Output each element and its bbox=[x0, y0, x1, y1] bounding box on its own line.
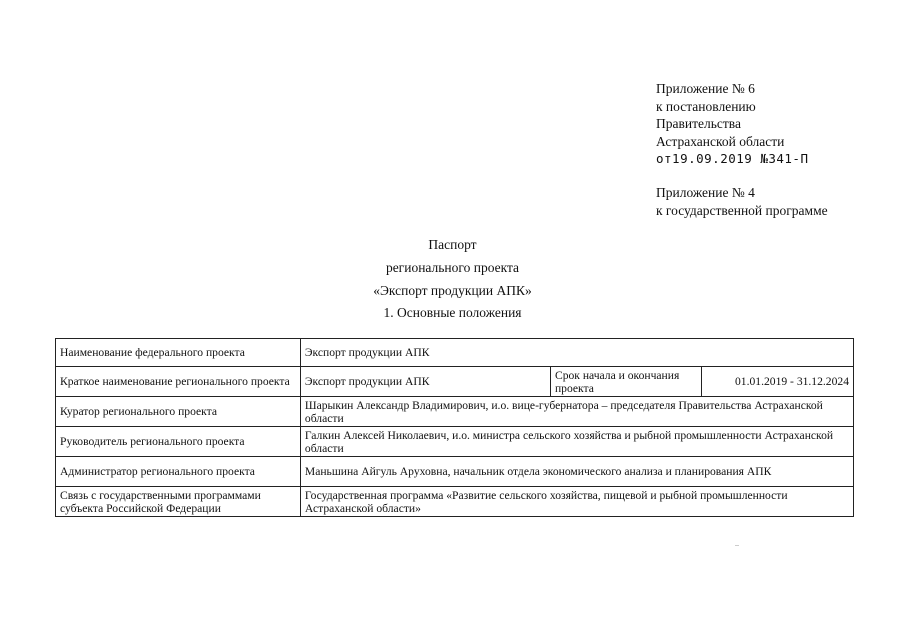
table-row bbox=[56, 397, 854, 427]
table-row bbox=[56, 367, 854, 397]
administrator-label: Администратор регионального проекта bbox=[56, 457, 301, 487]
attachment-6-decree-date-number: от19.09.2019 №341-П bbox=[656, 151, 809, 166]
attachment-6-line-2: к постановлению bbox=[656, 98, 756, 114]
scan-speck bbox=[735, 545, 739, 546]
attachment-4-block bbox=[656, 184, 828, 219]
passport-table bbox=[55, 338, 854, 517]
passport-title-line-1: Паспорт bbox=[428, 237, 477, 252]
curator-label: Куратор регионального проекта bbox=[56, 397, 301, 427]
head-value: Галкин Алексей Николаевич, и.о. министра сельского хозяйства и рыбной промышленности Астраханской области bbox=[300, 427, 853, 457]
passport-title bbox=[0, 233, 905, 302]
short-name-value: Экспорт продукции АПК bbox=[300, 367, 550, 397]
administrator-value: Маньшина Айгуль Аруховна, начальник отдела экономического анализа и планирования АПК bbox=[300, 457, 853, 487]
passport-title-line-2: регионального проекта bbox=[385, 260, 520, 275]
short-name-label: Краткое наименование регионального проекта bbox=[56, 367, 301, 397]
head-label: Руководитель регионального проекта bbox=[56, 427, 301, 457]
curator-value: Шарыкин Александр Владимирович, и.о. вице-губернатора – председателя Правительства Астраханской области bbox=[300, 397, 853, 427]
passport-title-line-3: «Экспорт продукции АПК» bbox=[373, 283, 532, 298]
federal-project-label: Наименование федерального проекта bbox=[56, 339, 301, 367]
attachment-6-line-3: Правительства bbox=[656, 116, 741, 131]
table-row bbox=[56, 339, 854, 367]
table-row bbox=[56, 487, 854, 517]
project-period-label: Срок начала и окончания проекта bbox=[550, 367, 702, 397]
attachment-6-line-1: Приложение № 6 bbox=[656, 81, 755, 96]
attachment-4-line-1: Приложение № 4 bbox=[656, 185, 755, 200]
attachment-6-line-4: Астраханской области bbox=[656, 133, 785, 149]
project-period-value: 01.01.2019 - 31.12.2024 bbox=[702, 367, 854, 397]
federal-project-value: Экспорт продукции АПК bbox=[300, 339, 853, 367]
programs-link-value: Государственная программа «Развитие сельского хозяйства, пищевой и рыбной промышленности Астраханской области» bbox=[300, 487, 853, 517]
table-row bbox=[56, 457, 854, 487]
table-row bbox=[56, 427, 854, 457]
attachment-4-line-2: к государственной программе bbox=[656, 202, 828, 218]
attachment-6-block bbox=[656, 80, 809, 168]
section-title: 1. Основные положения bbox=[383, 305, 522, 320]
programs-link-label: Связь с государственными программами субъекта Российской Федерации bbox=[56, 487, 301, 517]
